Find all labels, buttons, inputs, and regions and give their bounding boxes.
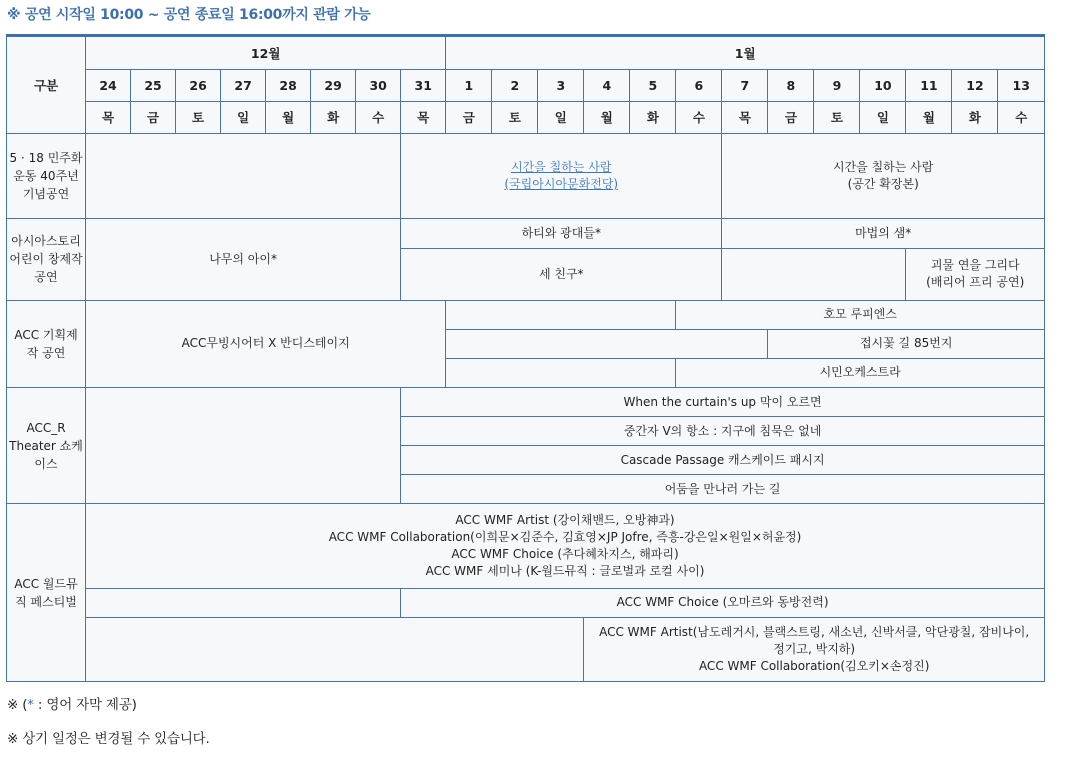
event-note: (배리어 프리 공연) [926,275,1025,290]
weekday-cell: 수 [998,102,1045,134]
date-cell: 6 [676,70,722,102]
date-cell: 11 [906,70,952,102]
event-citizen-orchestra: 시민오케스트라 [676,358,1045,387]
weekday-cell: 화 [630,102,676,134]
event-hati: 하티와 광대들* [401,218,722,248]
date-cell: 27 [221,70,266,102]
category-518: 5 · 18 민주화운동 40주년 기념공연 [7,134,86,218]
event-venue: (공간 확장본) [847,176,919,191]
date-cell: 26 [176,70,221,102]
schedule-table [6,34,1045,682]
date-cell: 29 [311,70,356,102]
date-cell: 30 [356,70,401,102]
weekday-cell: 월 [906,102,952,134]
event-meson-appeal: 중간자 V의 항소 : 지구에 침묵은 없네 [401,417,1045,446]
event-curtain-up: When the curtain's up 막이 오르면 [401,388,1045,417]
weekday-cell: 화 [952,102,998,134]
event-wmf-block1 [86,504,1045,588]
date-cell: 24 [86,70,131,102]
footnote-subtitle [7,693,137,713]
event-title: 괴물 연을 그리다 [930,258,1020,273]
empty-cell [86,617,584,681]
category-r-theater: ACC_R Theater 쇼케이스 [7,388,86,504]
event-magic-spring: 마법의 샘* [722,218,1045,248]
date-cell: 8 [768,70,814,102]
wmf-artist-line: ACC WMF Artist (강이채밴드, 오방神과) [455,512,675,527]
event-tree-child: 나무의 아이* [86,218,401,300]
date-cell: 28 [266,70,311,102]
date-cell: 7 [722,70,768,102]
empty-cell [722,248,906,300]
category-acc-planned: ACC 기획제작 공연 [7,300,86,387]
wmf-choice-line: ACC WMF Choice (추다혜차지스, 해파리) [451,546,679,561]
weekday-cell: 수 [356,102,401,134]
weekday-cell: 금 [768,102,814,134]
wmf-collab-line: ACC WMF Collaboration(이희문×김준수, 김효영×JP Jofre, 즉흥-강은일×원일×허윤정) [328,529,802,544]
event-monster-kite [906,248,1045,300]
wmf-artist2-line: 정기고, 박지하) [773,641,856,656]
event-painting-time-acc[interactable] [401,134,722,218]
category-header: 구분 [7,36,86,134]
wmf-collab2-line: ACC WMF Collaboration(김오키×손정진) [698,658,930,673]
event-cascade-passage: Cascade Passage 캐스케이드 패시지 [401,446,1045,475]
star-marker: * [27,697,34,713]
weekday-cell: 일 [860,102,906,134]
empty-cell [446,329,768,358]
event-painting-time-extended [722,134,1045,218]
weekday-cell: 일 [538,102,584,134]
weekday-cell: 토 [492,102,538,134]
weekday-cell: 월 [584,102,630,134]
event-wmf-block3 [584,617,1045,681]
event-painting-time-venue-link[interactable]: (국립아시아문화전당) [504,176,619,191]
footnote-suffix: : 영어 자막 제공) [33,697,137,713]
weekday-cell: 목 [401,102,446,134]
weekday-cell: 목 [722,102,768,134]
date-cell: 5 [630,70,676,102]
date-cell: 4 [584,70,630,102]
footnote-schedule-change: ※ 상기 일정은 변경될 수 있습니다. [7,731,210,747]
weekday-row [7,102,1045,134]
date-cell: 9 [814,70,860,102]
event-moving-theater: ACC무빙시어터 X 반디스테이지 [86,300,446,387]
category-world-music: ACC 월드뮤직 페스티벌 [7,504,86,682]
date-row [7,70,1045,102]
weekday-cell: 화 [311,102,356,134]
event-painting-time-link[interactable]: 시간을 칠하는 사람 [511,159,612,174]
date-cell: 10 [860,70,906,102]
weekday-cell: 목 [86,102,131,134]
empty-cell [446,300,676,329]
empty-cell [86,388,401,504]
event-hollyhock-road: 접시꽃 길 85번지 [768,329,1045,358]
date-cell: 13 [998,70,1045,102]
date-cell: 25 [131,70,176,102]
event-title: 시간을 칠하는 사람 [833,159,934,174]
viewing-notice: ※ 공연 시작일 10:00 ~ 공연 종료일 16:00까지 관람 가능 [7,7,371,23]
empty-cell [86,134,401,218]
month-december: 12월 [86,36,446,70]
footnote-prefix: ※ ( [7,697,28,713]
event-road-to-dark: 어둠을 만나러 가는 길 [401,475,1045,504]
empty-cell [446,358,676,387]
date-cell: 2 [492,70,538,102]
event-homo-ludens: 호모 루피엔스 [676,300,1045,329]
date-cell: 12 [952,70,998,102]
weekday-cell: 일 [221,102,266,134]
wmf-seminar-line: ACC WMF 세미나 (K-월드뮤직 : 글로벌과 로컬 사이) [425,563,705,578]
event-three-friends: 세 친구* [401,248,722,300]
category-asia-story: 아시아스토리 어린이 창제작 공연 [7,218,86,300]
weekday-cell: 수 [676,102,722,134]
wmf-artist2-line: ACC WMF Artist(남도레거시, 블랙스트링, 새소년, 신박서클, 악단광칠, 잠비나이, [599,624,1030,639]
weekday-cell: 월 [266,102,311,134]
event-wmf-choice2: ACC WMF Choice (오마르와 동방전력) [401,588,1045,617]
date-cell: 31 [401,70,446,102]
month-january: 1월 [446,36,1045,70]
empty-cell [86,588,401,617]
date-cell: 1 [446,70,492,102]
weekday-cell: 금 [131,102,176,134]
weekday-cell: 토 [176,102,221,134]
date-cell: 3 [538,70,584,102]
weekday-cell: 금 [446,102,492,134]
weekday-cell: 토 [814,102,860,134]
